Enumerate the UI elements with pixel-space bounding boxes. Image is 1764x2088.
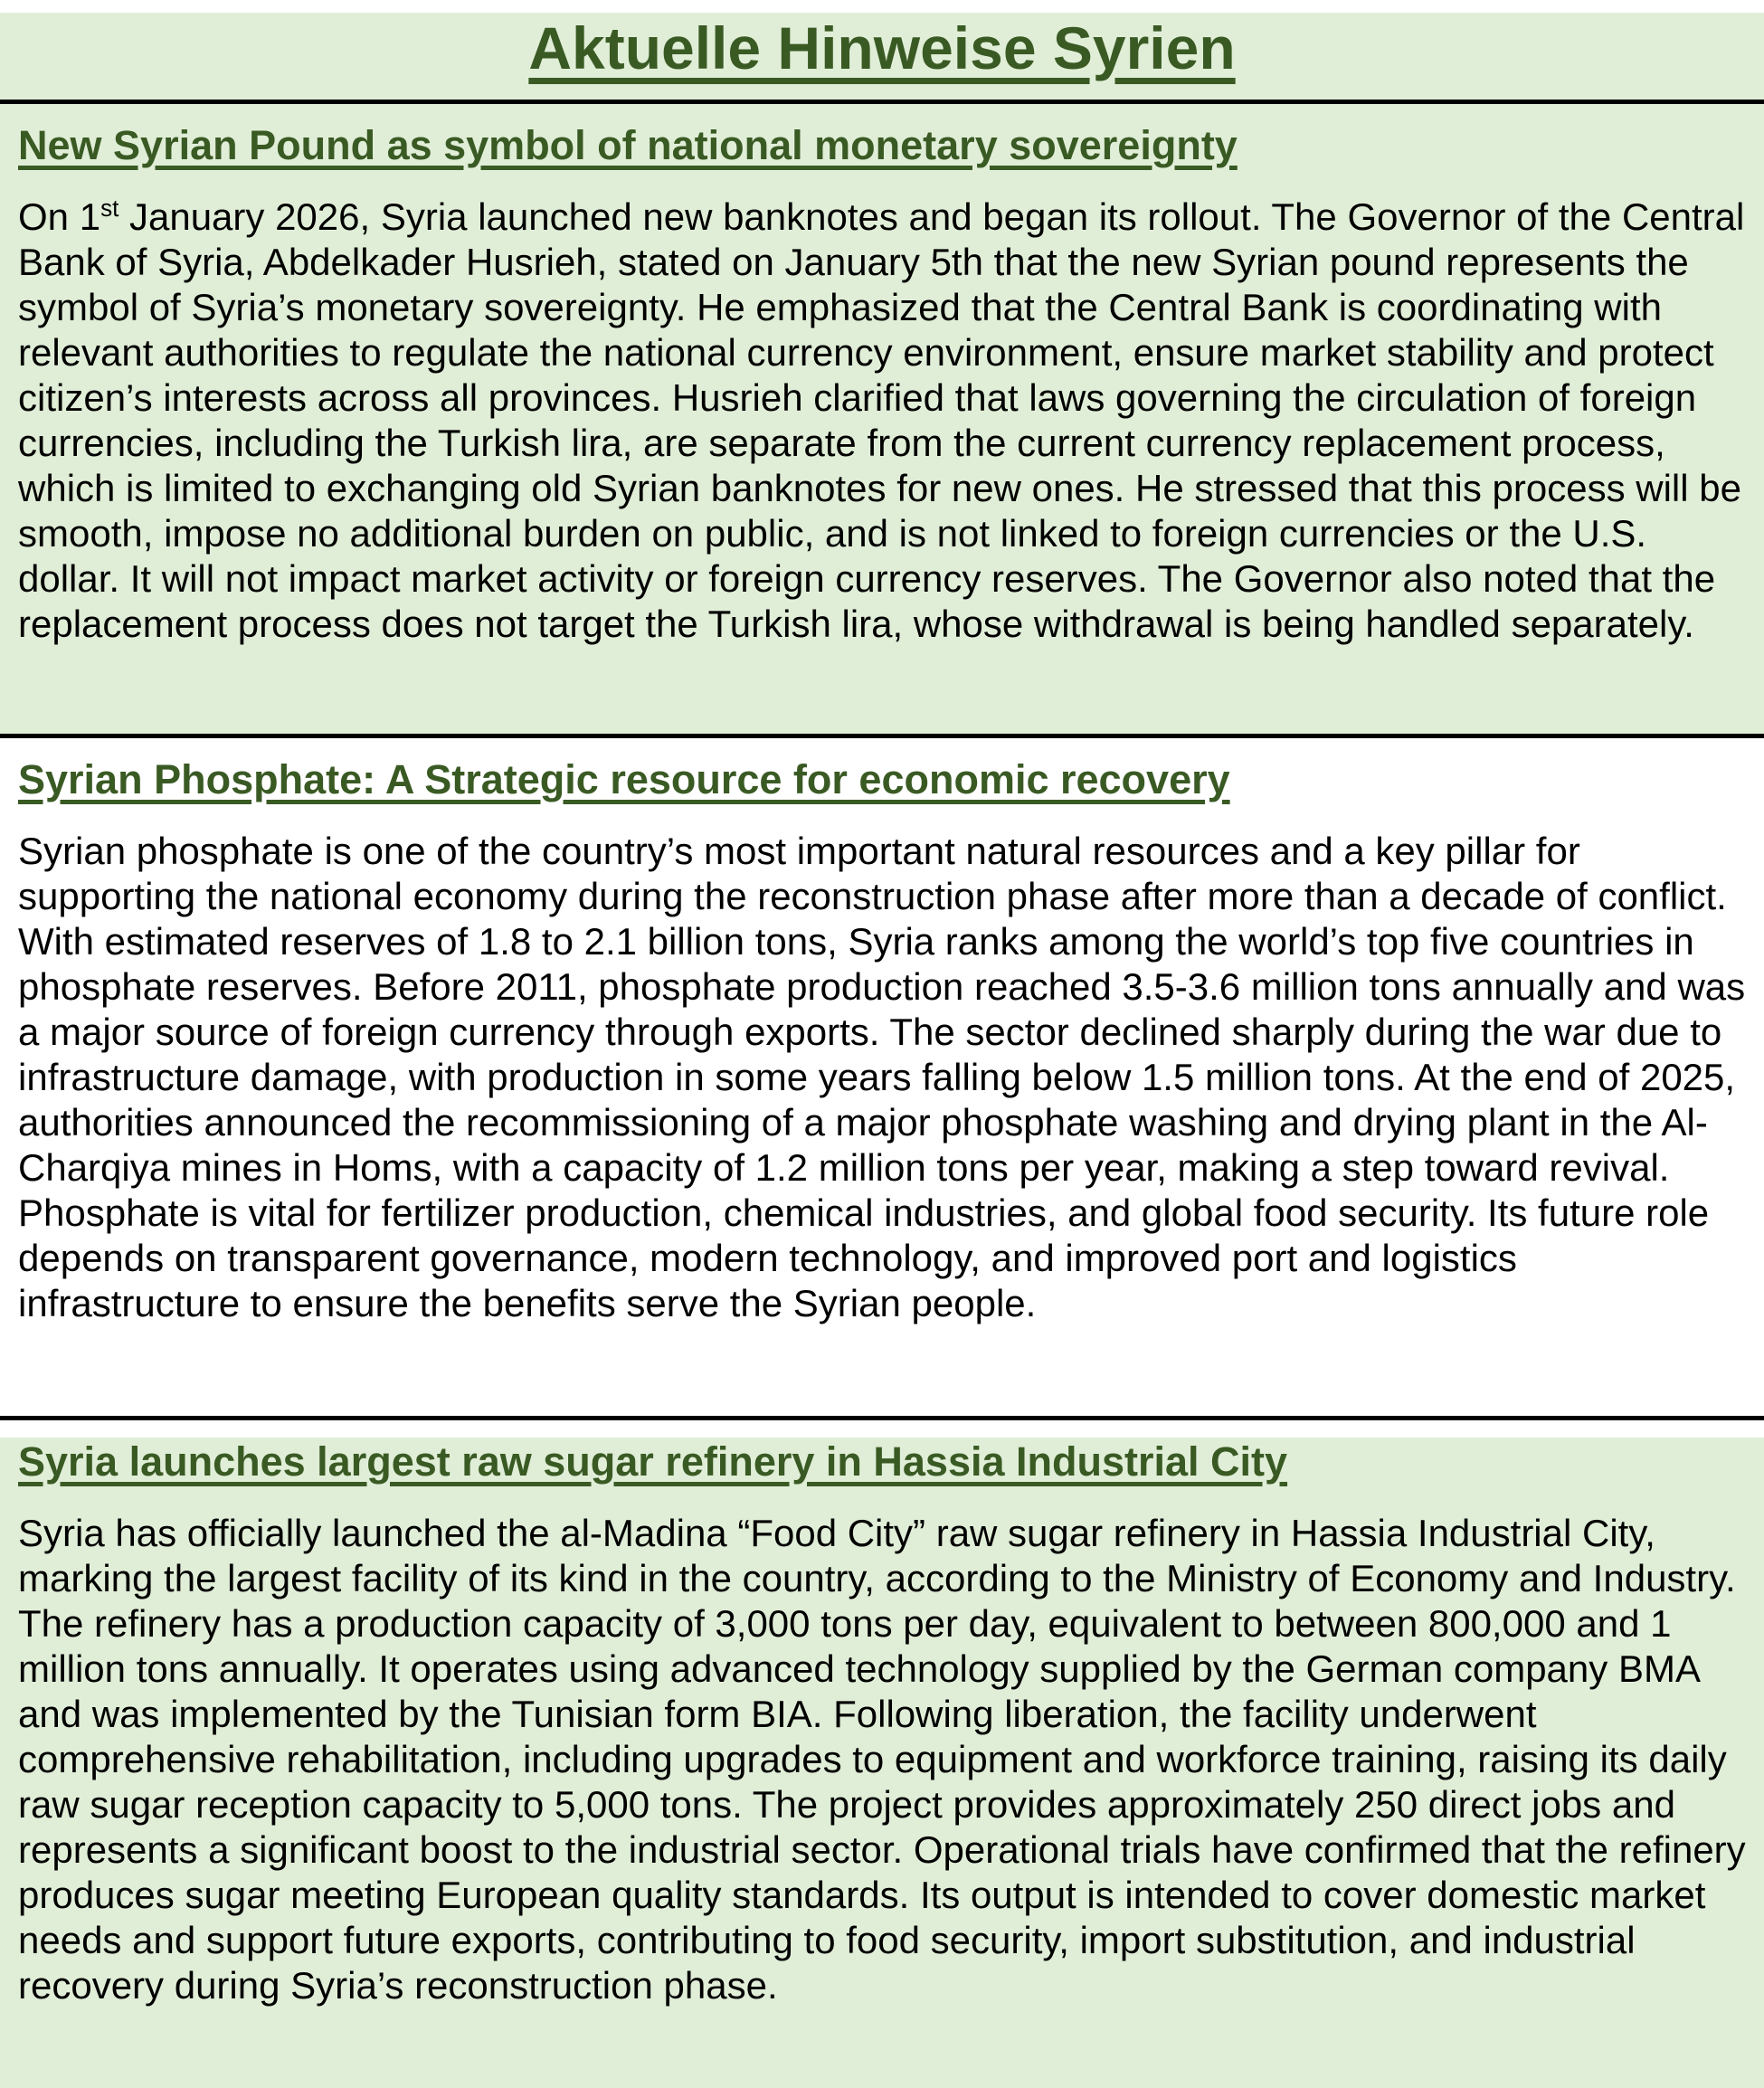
- section-paragraph-currency: [18, 195, 1746, 647]
- divider-line-top: [0, 100, 1764, 104]
- page-title: Aktuelle Hinweise Syrien: [528, 14, 1236, 81]
- section-heading-sugar: Syria launches largest raw sugar refinery in Hassia Industrial City: [18, 1438, 1288, 1485]
- section-heading-phosphate: Syrian Phosphate: A Strategic resource for economic recovery: [18, 756, 1230, 802]
- section-sugar: [0, 1438, 1764, 2088]
- section-heading-currency: New Syrian Pound as symbol of national monetary sovereignty: [18, 122, 1238, 169]
- section-paragraph-phosphate: Syrian phosphate is one of the country’s most important natural resources and a key pillar for supporting the national economy during the reconstruction phase after more than a decade of conflict. With estimated reserves of 1.8 to 2.1 billion tons, Syria ranks among the world’s top five countries in phosphate reserves. Before 2011, phosphate production reached 3.5-3.6 million tons annually and was a major source of foreign currency through exports. The sector declined sharply during the war due to infrastructure damage, with production in some years falling below 1.5 million tons. At the end of 2025, authorities announced the recommissioning of a major phosphate washing and drying plant in the Al-Charqiya mines in Homs, with a capacity of 1.2 million tons per year, making a step toward revival. Phosphate is vital for fertilizer production, chemical industries, and global food security. Its future role depends on transparent governance, modern technology, and improved port and logistics infrastructure to ensure the benefits serve the Syrian people.: [18, 830, 1746, 1324]
- paragraph-text-rest: January 2026, Syria launched new banknotes and began its rollout. The Governor of the Central Bank of Syria, Abdelkader Husrieh, stated on January 5th that the new Syrian pound represents the symbol of Syria’s monetary sovereignty. He emphasized that the Central Bank is coordinating with relevant authorities to regulate the national currency environment, ensure market stability and protect citizen’s interests across all provinces. Husrieh clarified that laws governing the circulation of foreign currencies, including the Turkish lira, are separate from the current currency replacement process, which is limited to exchanging old Syrian banknotes for new ones. He stressed that this process will be smooth, impose no additional burden on public, and is not linked to foreign currencies or the U.S. dollar. It will not impact market activity or foreign currency reserves. The Governor also noted that the replacement process does not target the Turkish lira, whose withdrawal is being handled separately.: [18, 195, 1745, 646]
- section-phosphate: [0, 755, 1764, 1420]
- section-currency: [0, 13, 1764, 738]
- superscript-ordinal: st: [100, 195, 119, 223]
- paragraph-text-prefix: On 1: [18, 195, 101, 239]
- section-paragraph-sugar: Syria has officially launched the al-Madina “Food City” raw sugar refinery in Hassia Industrial City, marking the largest facility of its kind in the country, according to the Ministry of Economy and Industry. The refinery has a production capacity of 3,000 tons per day, equivalent to between 800,000 and 1 million tons annually. It operates using advanced technology supplied by the German company BMA and was implemented by the Tunisian form BIA. Following liberation, the facility underwent comprehensive rehabilitation, including upgrades to equipment and workforce training, raising its daily raw sugar reception capacity to 5,000 tons. The project provides approximately 250 direct jobs and represents a significant boost to the industrial sector. Operational trials have confirmed that the refinery produces sugar meeting European quality standards. Its output is intended to cover domestic market needs and support future exports, contributing to food security, import substitution, and industrial recovery during Syria’s reconstruction phase.: [18, 1512, 1746, 2007]
